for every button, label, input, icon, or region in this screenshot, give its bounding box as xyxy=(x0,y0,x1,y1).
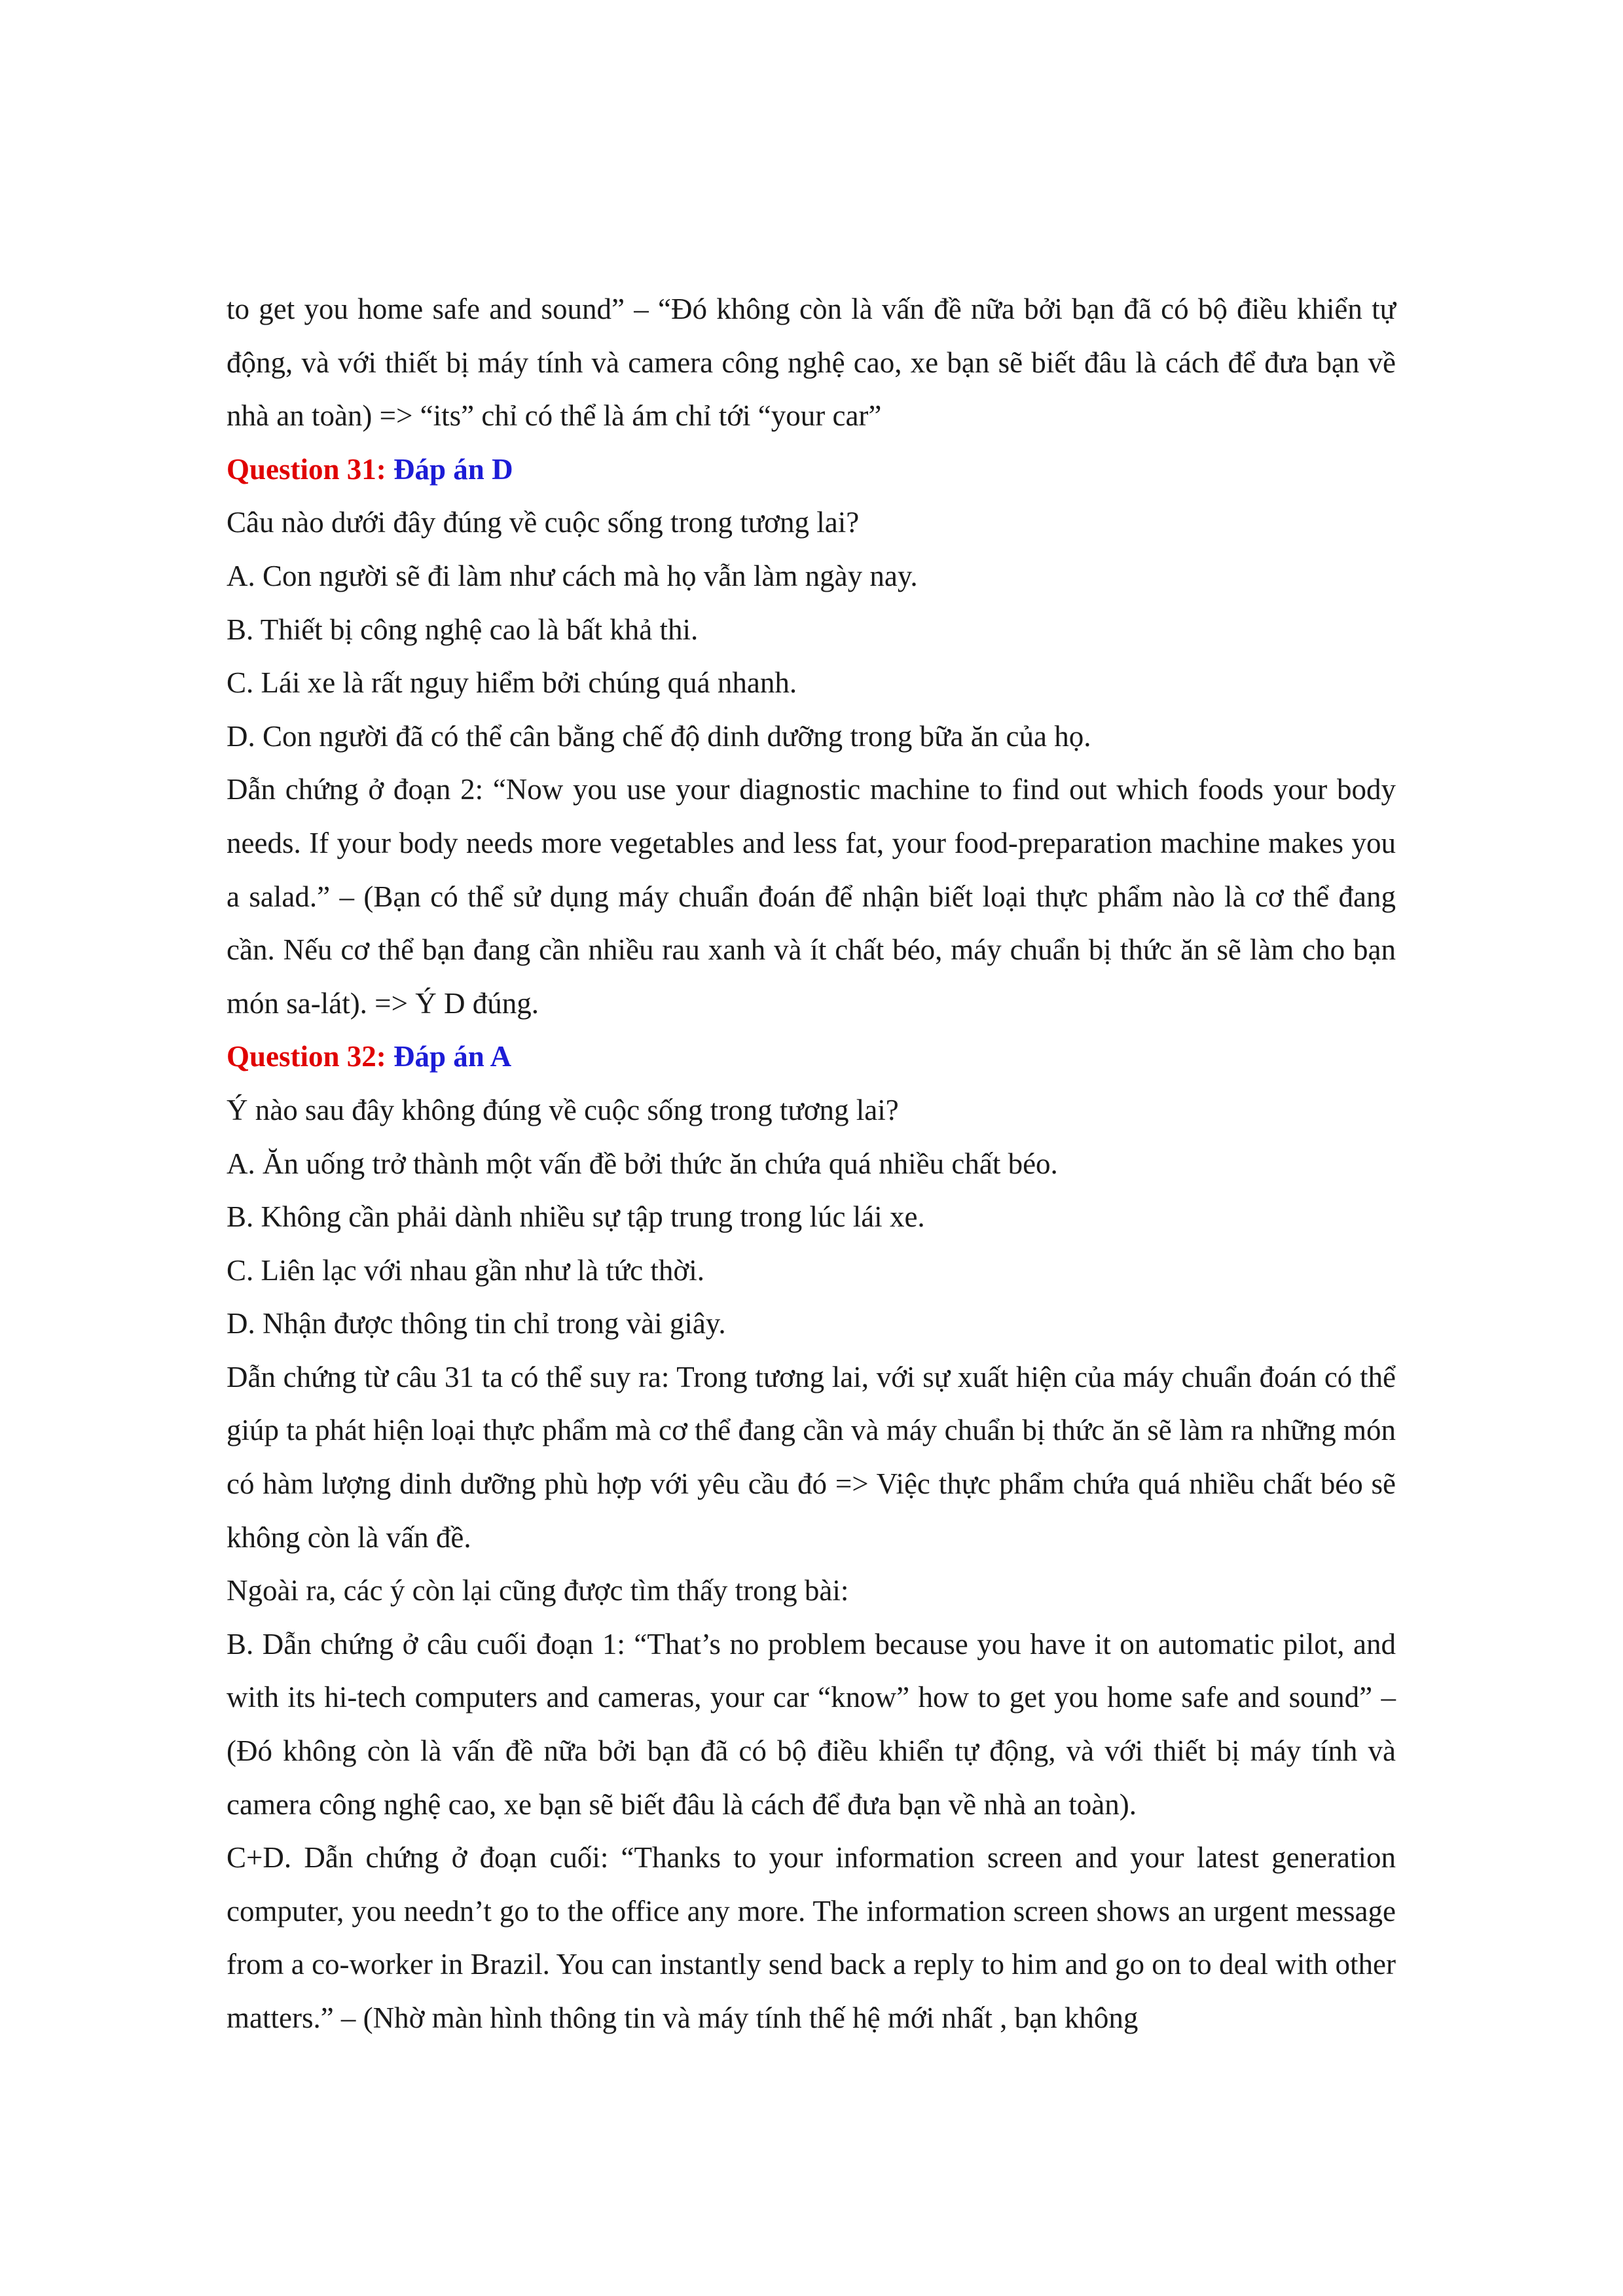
question-32-option-c: C. Liên lạc với nhau gần như là tức thời. xyxy=(227,1253,704,1287)
question-31-explanation: Dẫn chứng ở đoạn 2: “Now you use your diagnostic machine to find out which foods your body needs. If your body needs more vegetables and less fat, your food-preparation machine makes you a salad.” – (Bạn có thể sử dụng máy chuẩn đoán để nhận biết loại thực phẩm nào là cơ thể đang cần. Nếu cơ thể bạn đang cần nhiều rau xanh và ít chất béo, máy chuẩn bị thức ăn sẽ làm cho bạn món sa-lát). => Ý D đúng. xyxy=(227,773,1396,1020)
question-31-option-b: B. Thiết bị công nghệ cao là bất khả thi. xyxy=(227,613,699,646)
question-31-label: Question 31: xyxy=(227,452,386,486)
question-32-option-d: D. Nhận được thông tin chỉ trong vài giây. xyxy=(227,1307,726,1340)
document-page xyxy=(227,283,1396,2045)
intro-paragraph: to get you home safe and sound” – “Đó không còn là vấn đề nữa bởi bạn đã có bộ điều khiển tự động, và với thiết bị máy tính và camera công nghệ cao, xe bạn sẽ biết đâu là cách để đưa bạn về nhà an toàn) => “its” chỉ có thể là ám chỉ tới “your car” xyxy=(227,293,1396,433)
question-32-text: Ý nào sau đây không đúng về cuộc sống trong tương lai? xyxy=(227,1093,899,1126)
question-32-option-b: B. Không cần phải dành nhiều sự tập trung trong lúc lái xe. xyxy=(227,1200,925,1234)
question-31-option-a: A. Con người sẽ đi làm như cách mà họ vẫn làm ngày nay. xyxy=(227,559,918,592)
question-32-evidence-b: B. Dẫn chứng ở câu cuối đoạn 1: “That’s no problem because you have it on automatic pilot, and with its hi-tech computers and cameras, your car “know” how to get you home safe and sound” – (Đó không còn là vấn đề nữa bởi bạn đã có bộ điều khiển tự động, và với thiết bị máy tính và camera công nghệ cao, xe bạn sẽ biết đâu là cách để đưa bạn về nhà an toàn). xyxy=(227,1627,1396,1821)
question-32-option-a: A. Ăn uống trở thành một vấn đề bởi thức ăn chứa quá nhiều chất béo. xyxy=(227,1147,1058,1180)
question-32-other-intro: Ngoài ra, các ý còn lại cũng được tìm thấy trong bài: xyxy=(227,1574,849,1607)
question-31-option-c: C. Lái xe là rất nguy hiểm bởi chúng quá nhanh. xyxy=(227,666,797,700)
question-32-explanation: Dẫn chứng từ câu 31 ta có thể suy ra: Trong tương lai, với sự xuất hiện của máy chuẩn đoán có thể giúp ta phát hiện loại thực phẩm mà cơ thể đang cần và máy chuẩn bị thức ăn sẽ làm ra những món có hàm lượng dinh dưỡng phù hợp với yêu cầu đó => Việc thực phẩm chứa quá nhiều chất béo sẽ không còn là vấn đề. xyxy=(227,1360,1396,1554)
question-31-text: Câu nào dưới đây đúng về cuộc sống trong tương lai? xyxy=(227,506,860,539)
question-32-label: Question 32: xyxy=(227,1040,386,1073)
question-31-option-d: D. Con người đã có thể cân bằng chế độ dinh dưỡng trong bữa ăn của họ. xyxy=(227,719,1091,753)
question-32-evidence-cd: C+D. Dẫn chứng ở đoạn cuối: “Thanks to your information screen and your latest generation computer, you needn’t go to the office any more. The information screen shows an urgent message from a co-worker in Brazil. You can instantly send back a reply to him and go on to deal with other matters.” – (Nhờ màn hình thông tin và máy tính thế hệ mới nhất , bạn không xyxy=(227,1841,1396,2034)
question-32-heading xyxy=(227,1030,1396,1084)
question-32-answer: Đáp án A xyxy=(393,1040,512,1073)
question-31-answer: Đáp án D xyxy=(393,452,513,486)
question-31-heading xyxy=(227,443,1396,497)
